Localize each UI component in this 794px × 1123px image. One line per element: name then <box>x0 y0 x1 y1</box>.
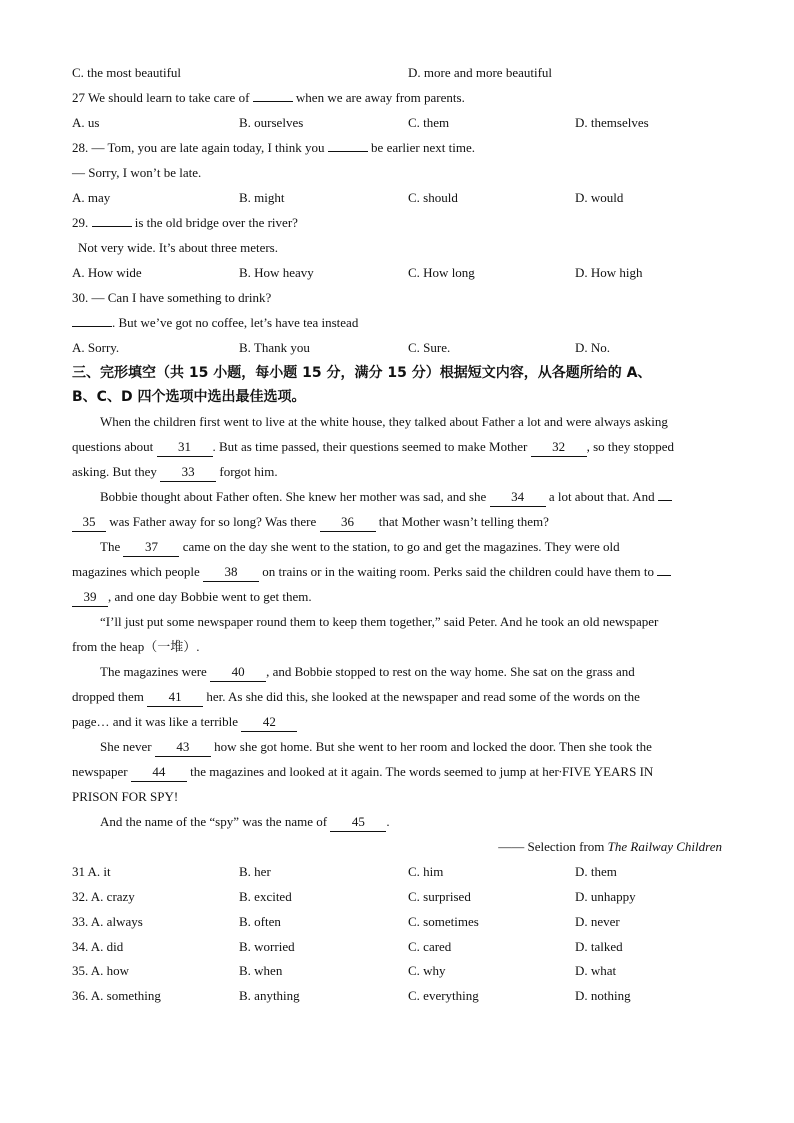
answer-blank <box>72 326 112 327</box>
option: B. excited <box>239 889 292 904</box>
blank-35: 35 <box>72 513 106 532</box>
passage-line <box>72 711 722 733</box>
option: A. may <box>72 190 111 205</box>
option: D. How high <box>575 265 643 280</box>
option: D. talked <box>575 939 623 954</box>
blank-34: 34 <box>490 488 546 507</box>
passage-text: Bobbie thought about Father often. She knew her mother was sad, and she <box>100 489 490 504</box>
q29-stem <box>72 212 722 234</box>
source-prefix: —— Selection from <box>498 839 608 854</box>
q30-reply <box>72 312 722 334</box>
q27-stem <box>72 87 722 109</box>
option: B. worried <box>239 939 295 954</box>
option: B. her <box>239 864 271 879</box>
option: B. might <box>239 190 285 205</box>
option: D. more and more beautiful <box>408 65 553 80</box>
option: C. the most beautiful <box>72 65 182 80</box>
passage-text: , and Bobbie stopped to rest on the way home. She sat on the grass and <box>266 664 635 679</box>
option: 35. A. how <box>72 963 130 978</box>
passage-text: the magazines and looked at it again. The words seemed to jump at her∙FIVE YEARS IN <box>186 764 654 779</box>
option: B. ourselves <box>239 115 304 130</box>
option: C. why <box>408 963 446 978</box>
passage-text: forgot him. <box>216 464 278 479</box>
answer-options-35 <box>72 960 732 982</box>
q30-stem: 30. — Can I have something to drink? <box>72 290 272 305</box>
option: 33. A. always <box>72 914 143 929</box>
passage-text: She never <box>100 739 155 754</box>
passage-line <box>72 561 722 583</box>
answer-options-33 <box>72 911 732 933</box>
option: B. Thank you <box>239 340 310 355</box>
q28-stem <box>72 137 722 159</box>
blank-33: 33 <box>160 463 216 482</box>
section-heading: B、C、D 四个选项中选出最佳选项。 <box>72 389 306 405</box>
option: C. cared <box>408 939 452 954</box>
option: D. would <box>575 190 624 205</box>
passage-line <box>100 811 722 833</box>
blank-37: 37 <box>123 538 179 557</box>
answer-options-32 <box>72 886 732 908</box>
passage-text: , so they stopped <box>586 439 674 454</box>
passage-text: questions about <box>72 439 157 454</box>
passage-text: that Mother wasn’t telling them? <box>375 514 549 529</box>
passage-text: The magazines were <box>100 664 211 679</box>
blank-42: 42 <box>241 713 297 732</box>
q27-options <box>72 112 732 134</box>
passage-line <box>72 686 722 708</box>
passage-line: PRISON FOR SPY! <box>72 789 179 804</box>
option: C. Sure. <box>408 340 451 355</box>
q29-reply: Not very wide. It’s about three meters. <box>78 240 278 255</box>
passage-line <box>72 511 722 533</box>
q26-options <box>72 62 732 84</box>
q28-text: be earlier next time. <box>367 140 475 155</box>
option: D. unhappy <box>575 889 636 904</box>
passage-source <box>72 836 722 858</box>
passage-text: dropped them <box>72 689 148 704</box>
passage-line <box>100 486 722 508</box>
q29-text: 29. <box>72 215 92 230</box>
blank-35-start <box>658 500 672 501</box>
q27-text: 27 We should learn to take care of <box>72 90 253 105</box>
passage-line <box>100 661 722 683</box>
option: B. anything <box>239 988 300 1003</box>
option: B. How heavy <box>239 265 314 280</box>
passage-line <box>72 586 722 608</box>
option: D. what <box>575 963 617 978</box>
option: C. sometimes <box>408 914 479 929</box>
passage-text: how she got home. But she went to her room and locked the door. Then she took the <box>210 739 652 754</box>
blank-40: 40 <box>210 663 266 682</box>
option: A. Sorry. <box>72 340 120 355</box>
passage-text: , and one day Bobbie went to get them. <box>108 589 312 604</box>
option: D. nothing <box>575 988 631 1003</box>
option: 31 A. it <box>72 864 111 879</box>
passage-line <box>72 436 722 458</box>
passage-line <box>100 536 722 558</box>
answer-options-36 <box>72 985 732 1007</box>
blank-38: 38 <box>203 563 259 582</box>
blank-31: 31 <box>157 438 213 457</box>
q28-options <box>72 187 732 209</box>
option: C. everything <box>408 988 479 1003</box>
answer-options-31 <box>72 861 732 883</box>
option: 32. A. crazy <box>72 889 135 904</box>
answer-blank <box>328 151 368 152</box>
option: C. them <box>408 115 450 130</box>
passage-text: The <box>100 539 124 554</box>
q30-options <box>72 337 732 359</box>
option: C. surprised <box>408 889 471 904</box>
blank-41: 41 <box>147 688 203 707</box>
blank-32: 32 <box>531 438 587 457</box>
passage-text: asking. But they <box>72 464 161 479</box>
option: 36. A. something <box>72 988 161 1003</box>
passage-line: “I’ll just put some newspaper round them to keep them together,” said Peter. And he took an old newspaper <box>100 614 659 629</box>
source-title: The Railway Children <box>607 839 722 854</box>
passage-line <box>72 461 722 483</box>
passage-text: a lot about that. And <box>545 489 658 504</box>
q28-text: 28. — Tom, you are late again today, I think you <box>72 140 328 155</box>
option: A. us <box>72 115 100 130</box>
option: C. him <box>408 864 444 879</box>
option: D. No. <box>575 340 611 355</box>
blank-43: 43 <box>155 738 211 757</box>
section-heading: 三、完形填空（共 15 小题，每小题 15 分，满分 15 分）根据短文内容，从各题所给的 A、 <box>72 365 652 381</box>
option: D. themselves <box>575 115 649 130</box>
passage-line <box>100 736 722 758</box>
passage-text: on trains or in the waiting room. Perks said the children could have them to <box>259 564 658 579</box>
answer-options-34 <box>72 936 732 958</box>
passage-line: When the children first went to live at the white house, they talked about Father a lot and were always asking <box>100 414 668 429</box>
blank-36: 36 <box>320 513 376 532</box>
blank-39-start <box>657 575 671 576</box>
option: D. never <box>575 914 620 929</box>
passage-line: from the heap（一堆）. <box>72 639 200 654</box>
blank-44: 44 <box>131 763 187 782</box>
option: C. How long <box>408 265 475 280</box>
passage-text: And the name of the “spy” was the name of <box>100 814 331 829</box>
q29-text: is the old bridge over the river? <box>131 215 298 230</box>
passage-text: was Father away for so long? Was there <box>106 514 320 529</box>
option: A. How wide <box>72 265 142 280</box>
q29-options <box>72 262 732 284</box>
q30-text: . But we’ve got no coffee, let’s have tea instead <box>112 315 359 330</box>
passage-text: page… and it was like a terrible <box>72 714 242 729</box>
passage-text: newspaper <box>72 764 131 779</box>
passage-text: . But as time passed, their questions seemed to make Mother <box>212 439 531 454</box>
blank-45: 45 <box>330 813 386 832</box>
passage-line <box>72 761 722 783</box>
answer-blank <box>253 101 293 102</box>
q28-reply: — Sorry, I won’t be late. <box>72 165 202 180</box>
blank-39: 39 <box>72 588 108 607</box>
option: B. often <box>239 914 281 929</box>
option: B. when <box>239 963 283 978</box>
option: C. should <box>408 190 458 205</box>
option: D. them <box>575 864 617 879</box>
passage-text: . <box>386 814 390 829</box>
q27-text: when we are away from parents. <box>292 90 465 105</box>
passage-text: her. As she did this, she looked at the newspaper and read some of the words on the <box>203 689 640 704</box>
passage-text: came on the day she went to the station, to go and get the magazines. They were old <box>179 539 620 554</box>
passage-text: magazines which people <box>72 564 204 579</box>
option: 34. A. did <box>72 939 124 954</box>
answer-blank <box>92 226 132 227</box>
